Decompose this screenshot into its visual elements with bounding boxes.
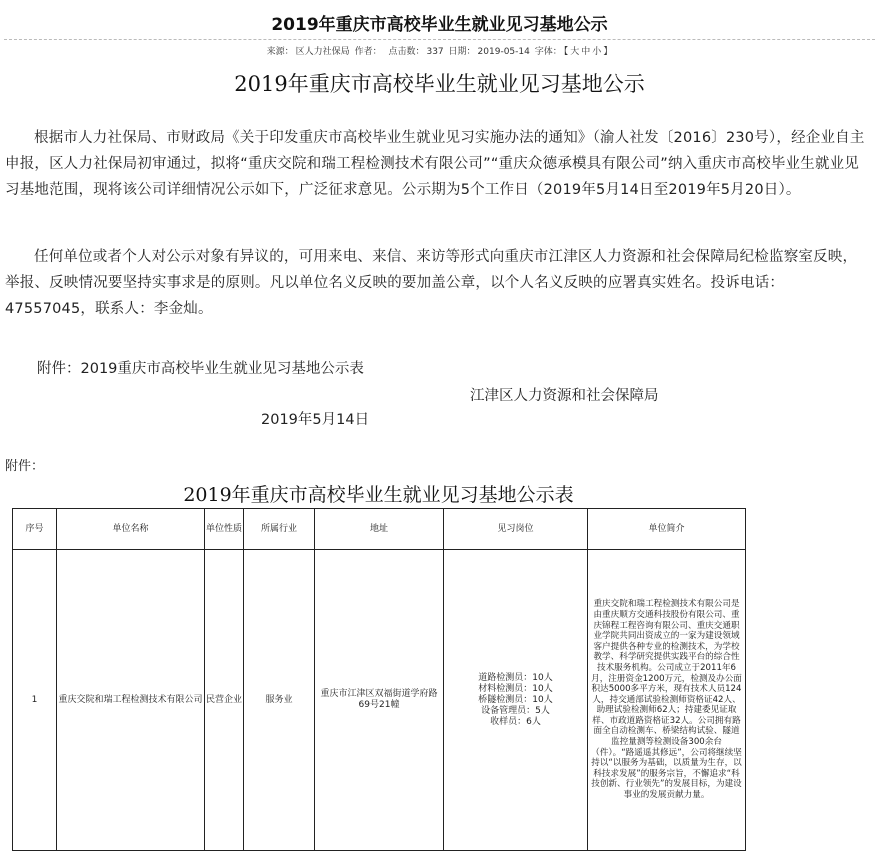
position-item: 道路检测员：10人 <box>478 672 553 683</box>
cell-unit-nature: 民营企业 <box>205 550 244 851</box>
header-unit-name: 单位名称 <box>57 509 205 550</box>
source-value: 区人力社保局 <box>295 47 350 57</box>
article-paragraph: 根据市人力社保局、市财政局《关于印发重庆市高校毕业生就业见习实施办法的通知》（渝人社发〔2016〕230号），经企业自主申报，区人力社保局初审通过，拟将“重庆交院和瑞工程检测技术有限公司”“重庆众德承模具有限公司”纳入重庆市高校毕业生就业见习基地范围，现将该公司详细情况公示如下，广泛征求意见。公示期为5个工作日（2019年5月14日至2019年5月20日）。 <box>5 130 865 198</box>
font-bracket-close: 】 <box>603 47 613 57</box>
article-title: 2019年重庆市高校毕业生就业见习基地公示 <box>234 72 645 96</box>
source-label: 来源： <box>266 47 294 57</box>
header-address: 地址 <box>315 509 444 550</box>
font-bracket-open: 【 <box>563 47 569 57</box>
cell-industry: 服务业 <box>244 550 315 851</box>
font-large-link[interactable]: 大 <box>570 47 580 57</box>
position-item: 收样员：6人 <box>490 716 541 727</box>
page-title: 2019年重庆市高校毕业生就业见习基地公示 <box>271 15 608 35</box>
table-row <box>13 550 746 851</box>
clicks-label: 点击数： <box>388 47 425 57</box>
table-title: 2019年重庆市高校毕业生就业见习基地公示表 <box>183 484 574 506</box>
cell-positions <box>444 550 588 851</box>
cell-address: 重庆市江津区双福街道学府路69号21幢 <box>315 550 444 851</box>
publicity-table <box>12 508 746 851</box>
article-paragraph: 任何单位或者个人对公示对象有异议的，可用来电、来信、来访等形式向重庆市江津区人力资源和社会保障局纪检监察室反映，举报、反映情况要坚持实事求是的原则。凡以单位名义反映的要加盖公章，以个人名义反映的应署真实姓名。投诉电话：47557045，联系人：李金灿。 <box>5 249 858 317</box>
date-label: 日期： <box>448 47 476 57</box>
header-unit-nature: 单位性质 <box>205 509 244 550</box>
attachment-reference: 附件：2019重庆市高校毕业生就业见习基地公示表 <box>37 361 364 377</box>
clicks-value: 337 <box>426 47 444 57</box>
signature-date: 2019年5月14日 <box>261 412 370 428</box>
font-size-label: 字体： <box>534 47 562 57</box>
header-intro: 单位简介 <box>588 509 746 550</box>
cell-unit-name: 重庆交院和瑞工程检测技术有限公司 <box>57 550 205 851</box>
position-item: 材料检测员：10人 <box>478 683 553 694</box>
font-medium-link[interactable]: 中 <box>581 47 591 57</box>
attachment-label: 附件： <box>5 459 45 474</box>
header-positions: 见习岗位 <box>444 509 588 550</box>
article-meta <box>0 44 879 57</box>
date-value: 2019-05-14 <box>477 47 530 57</box>
signature-organization: 江津区人力资源和社会保障局 <box>470 388 659 404</box>
cell-intro: 重庆交院和瑞工程检测技术有限公司是由重庆顺方交通科技股份有限公司、重庆锦程工程咨询有限公司、重庆交通职业学院共同出资成立的一家为建设领域客户提供各种专业的检测技术，为学校教学、科学研究提供实践平台的综合性技术服务机构。公司成立于2011年6月，注册资金1200万元，检测及办公面积达5000多平方米，现有技术人员124人，持交通部试验检测师资格证42人、助理试验检测师62人；持建委见证取样、市政道路资格证32人。公司拥有路面全自动检测车、桥梁结构试验、隧道监控量测等检测设备300余台（件）。“路遥遥其修远”，公司将继续坚持以“以服务为基础，以质量为生存，以科技求发展”的服务宗旨，不懈追求“科技创新、行业领先”的发展目标，为建设事业的发展贡献力量。 <box>588 550 746 851</box>
font-small-link[interactable]: 小 <box>592 47 602 57</box>
author-label: 作者： <box>354 47 382 57</box>
table-header-row <box>13 509 746 550</box>
cell-index: 1 <box>13 550 57 851</box>
header-index: 序号 <box>13 509 57 550</box>
position-item: 桥隧检测员：10人 <box>478 694 553 705</box>
position-item: 设备管理员：5人 <box>481 705 550 716</box>
title-divider <box>4 39 875 40</box>
header-industry: 所属行业 <box>244 509 315 550</box>
